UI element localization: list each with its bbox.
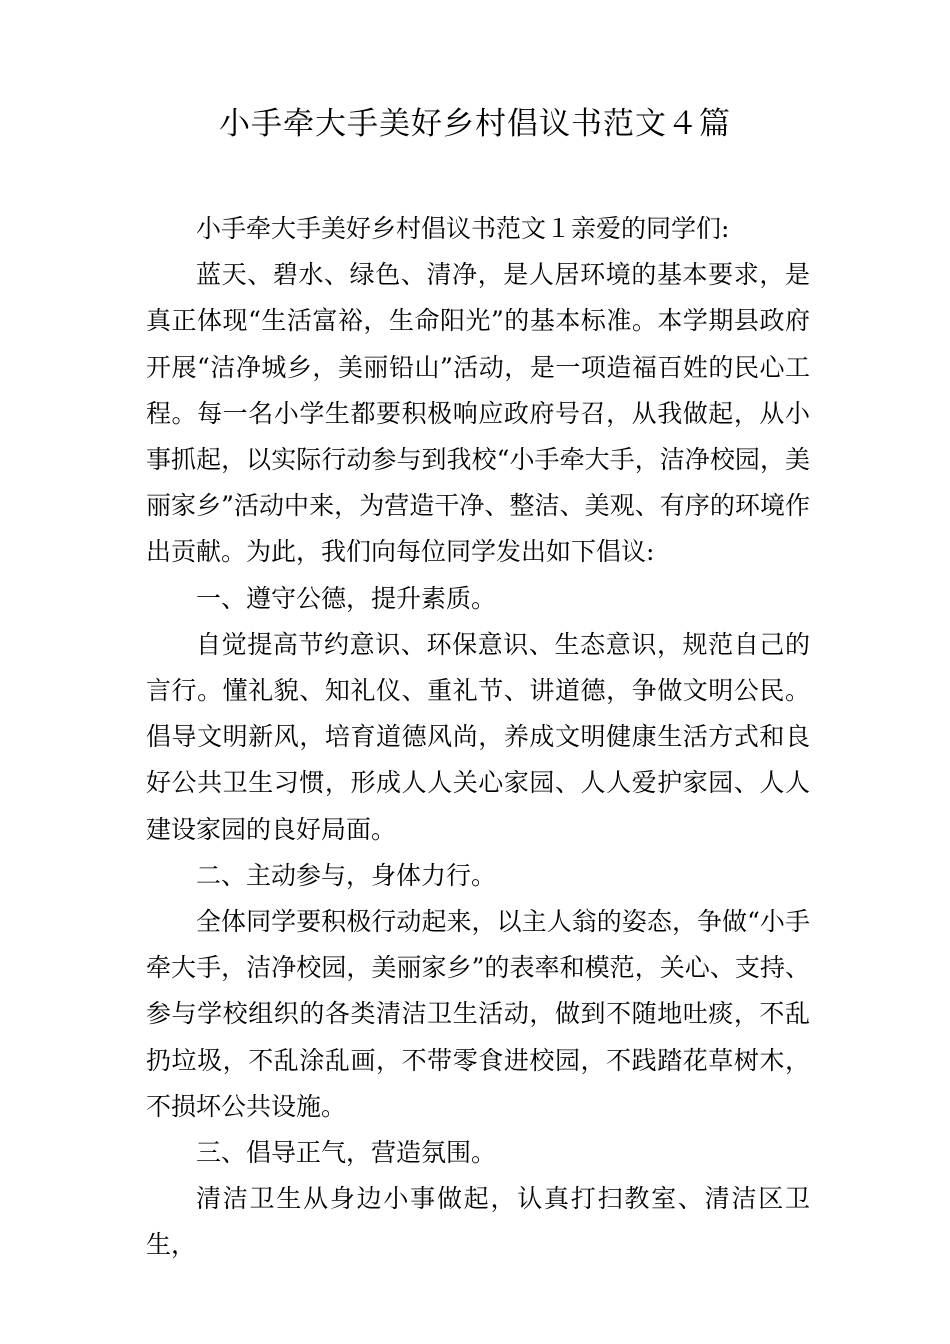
paragraph-section-2: 全体同学要积极行动起来，以主人翁的姿态，争做“小手牵大手，洁净校园，美丽家乡”的表率和模范，关心、支持、参与学校组织的各类清洁卫生活动，做到不随地吐痰，不乱扔垃圾，不乱涂乱画，不带零食进校园，不践踏花草树木，不损坏公共设施。 [146,907,810,1121]
paragraph-intro: 小手牵大手美好乡村倡议书范文１亲爱的同学们: [196,214,730,243]
paragraph-section-1: 自觉提高节约意识、环保意识、生态意识，规范自己的言行。懂礼貌、知礼仪、重礼节、讲道德，争做文明公民。倡导文明新风，培育道德风尚，养成文明健康生活方式和良好公共卫生习惯，形成人人关心家园、人人爱护家园、人人建设家园的良好局面。 [146,629,810,844]
document-body [146,206,810,1269]
paragraph-background: 蓝天、碧水、绿色、清净，是人居环境的基本要求，是真正体现“生活富裕，生命阳光”的基本标准。本学期县政府开展“洁净城乡，美丽铅山”活动，是一项造福百姓的民心工程。每一名小学生都要积极响应政府号召，从我做起，从小事抓起，以实际行动参与到我校“小手牵大手，洁净校园，美丽家乡”活动中来，为营造干净、整洁、美观、有序的环境作出贡献。为此，我们向每位同学发出如下倡议: [146,260,810,567]
section-heading-3: 三、倡导正气，营造氛围。 [196,1138,497,1168]
section-heading-1: 一、遵守公德，提升素质。 [196,583,497,613]
document-title: 小手牵大手美好乡村倡议书范文４篇 [219,106,731,142]
section-heading-2: 二、主动参与，身体力行。 [196,860,497,890]
paragraph-section-3: 清洁卫生从身边小事做起，认真打扫教室、清洁区卫生， [146,1184,810,1260]
